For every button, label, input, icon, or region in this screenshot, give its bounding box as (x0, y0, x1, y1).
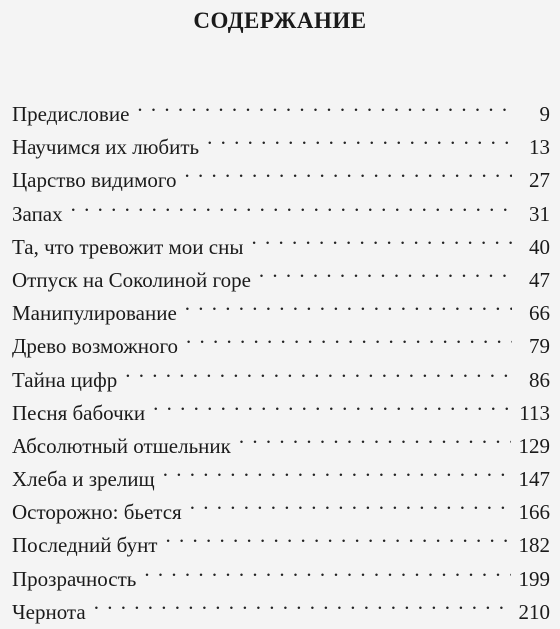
dot-leader (137, 88, 512, 121)
toc-entry-page-number: 66 (529, 301, 550, 326)
page-title: СОДЕРЖАНИЕ (193, 8, 367, 33)
dot-leader (207, 121, 512, 154)
toc-entry-page-number: 199 (518, 566, 550, 591)
toc-entry-page-number: 13 (529, 135, 550, 160)
toc-entry-page-number: 113 (519, 400, 550, 425)
toc-entry-page-number: 147 (518, 467, 550, 492)
toc-entry-title: Запах (12, 201, 63, 226)
dot-leader (153, 387, 511, 420)
toc-entry-title: Осторожно: бьется (12, 500, 182, 525)
toc-entry-title: Тайна цифр (12, 367, 118, 392)
toc-entry-page-number: 182 (518, 533, 550, 558)
dot-leader (94, 586, 511, 619)
dot-leader (251, 221, 512, 254)
toc-entry-title: Последний бунт (12, 533, 158, 558)
toc-entry (12, 221, 550, 259)
toc-entry-title: Хлеба и зрелищ (12, 467, 155, 492)
toc-entry-page-number: 27 (529, 168, 550, 193)
dot-leader (163, 453, 511, 486)
dot-leader (144, 553, 510, 586)
toc-entry-page-number: 79 (529, 334, 550, 359)
dot-leader (259, 254, 512, 287)
toc-entry-title: Песня бабочки (12, 400, 146, 425)
dot-leader (71, 188, 512, 221)
dot-leader (190, 486, 511, 519)
dot-leader (125, 354, 512, 387)
toc-entry-title: Абсолютный отшельник (12, 433, 231, 458)
dot-leader (185, 287, 512, 320)
toc-list (12, 88, 550, 624)
toc-entry-title: Научимся их любить (12, 135, 200, 160)
toc-entry-page-number: 210 (518, 599, 550, 624)
toc-entry-title: Отпуск на Соколиной горе (12, 267, 251, 292)
toc-entry-title: Царство видимого (12, 168, 177, 193)
toc-entry-title: Древо возможного (12, 334, 179, 359)
toc-entry-page-number: 166 (518, 500, 550, 525)
dot-leader (165, 519, 510, 552)
toc-entry-page-number: 86 (529, 367, 550, 392)
toc-entry (12, 88, 550, 126)
dot-leader (184, 154, 512, 187)
toc-entry-title: Прозрачность (12, 566, 137, 591)
dot-leader (239, 420, 511, 453)
toc-entry-page-number: 31 (529, 201, 550, 226)
toc-entry-page-number: 40 (529, 234, 550, 259)
toc-entry-title: Чернота (12, 599, 86, 624)
dot-leader (186, 320, 512, 353)
toc-entry (12, 188, 550, 226)
toc-entry-title: Предисловие (12, 102, 130, 126)
toc-entry-page-number: 9 (539, 102, 550, 126)
toc-entry-title: Манипулирование (12, 301, 177, 326)
toc-entry-title: Та, что тревожит мои сны (12, 234, 244, 259)
toc-entry-page-number: 129 (518, 433, 550, 458)
toc-entry-page-number: 47 (529, 267, 550, 292)
